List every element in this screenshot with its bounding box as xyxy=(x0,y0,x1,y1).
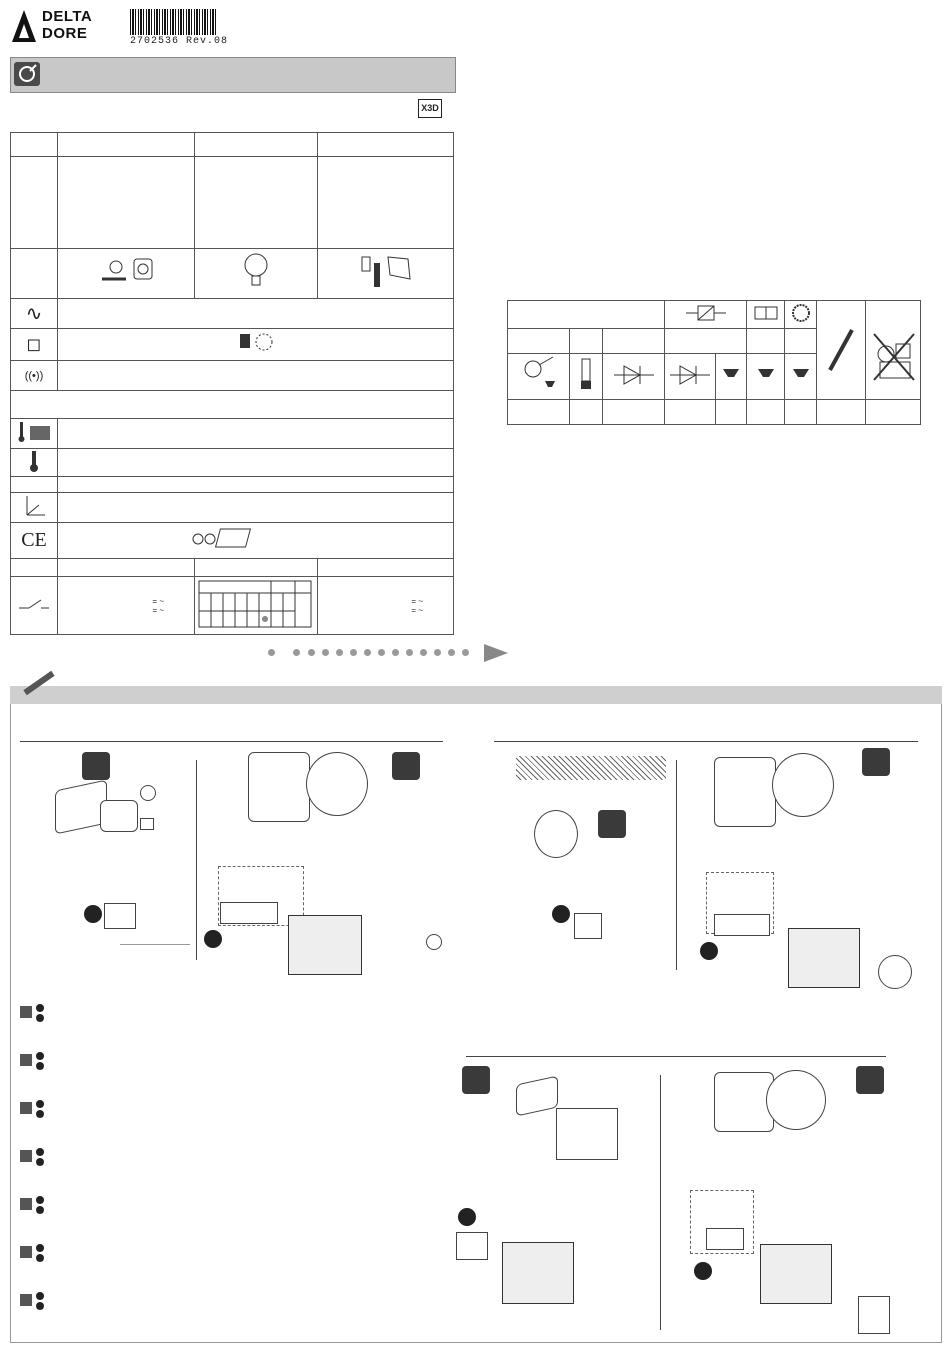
spot-lamp-icon-3 xyxy=(789,363,813,387)
spot-lamp-icon-1 xyxy=(719,363,743,387)
step-badge-3 xyxy=(552,905,570,923)
acdc-label-2: = ~ xyxy=(152,605,164,615)
wall-plate-icon-2 xyxy=(714,757,776,827)
step-badge-1 xyxy=(84,905,102,923)
delta-dore-logo-icon xyxy=(10,8,38,44)
step-marker-3 xyxy=(20,1102,32,1114)
relay-box-icon xyxy=(140,818,154,830)
brand-logo xyxy=(42,8,92,42)
bulb-icon-large xyxy=(878,955,912,989)
shutter-panel-icon xyxy=(556,1108,618,1160)
control-module-3 xyxy=(502,1242,574,1304)
control-module-4 xyxy=(760,1244,832,1304)
sensor-module-icon-2 xyxy=(392,752,420,780)
step-marker-6 xyxy=(20,1246,32,1258)
storage-temperature-icon xyxy=(14,420,54,444)
class2-icon: ◻ xyxy=(11,329,58,361)
step-badge-5 xyxy=(458,1208,476,1226)
terminal-block-2 xyxy=(220,902,278,924)
led-icon-2 xyxy=(670,360,710,390)
step-marker-4 xyxy=(20,1150,32,1162)
acdc-label-1: = ~ xyxy=(152,596,164,606)
cfl-bulb-icon xyxy=(576,355,596,395)
brand-line-1: DELTA xyxy=(42,8,93,25)
step-marker-5 xyxy=(20,1198,32,1210)
control-module-1 xyxy=(288,915,362,975)
step-marker-2 xyxy=(20,1054,32,1066)
step-badge-2 xyxy=(204,930,222,948)
sensor-module-icon-4 xyxy=(862,748,890,776)
sensor-module-icon-6 xyxy=(856,1066,884,1094)
step-marker-7 xyxy=(20,1294,32,1306)
ce-mark-icon: CE xyxy=(11,523,58,559)
load-compatibility-table xyxy=(507,300,921,425)
page-continuation-arrow xyxy=(10,643,510,663)
document-reference: 2702536 Rev.08 xyxy=(130,36,229,47)
pendant-bulb-icon xyxy=(534,810,578,858)
ferromagnetic-transformer-icon xyxy=(751,303,781,323)
sensor-module-icon-5 xyxy=(462,1066,490,1094)
ceiling-box-icon xyxy=(306,752,368,816)
thermometer-icon xyxy=(27,449,41,473)
toroidal-transformer-icon xyxy=(790,302,812,324)
x3d-badge: X3D xyxy=(418,99,442,118)
section-header-bar xyxy=(10,57,456,93)
terminal-block-6 xyxy=(706,1228,744,1250)
fan-icon xyxy=(100,800,138,832)
sensor-icon xyxy=(14,62,40,86)
load-grid-icon xyxy=(195,577,315,629)
ceiling-box-icon-2 xyxy=(772,753,834,817)
terminal-block-5 xyxy=(456,1232,488,1260)
installation-header-bar xyxy=(10,686,942,704)
terminal-block-1 xyxy=(104,903,136,929)
terminal-block-3 xyxy=(574,913,602,939)
switch-contact-icon xyxy=(17,594,51,614)
sensor-module-icon-3 xyxy=(598,810,626,838)
transformer-icon xyxy=(686,303,726,323)
ac-icon: ∿ xyxy=(11,299,58,329)
bulb-icon-small xyxy=(140,785,156,801)
barcode xyxy=(130,9,216,35)
fan-light-icon xyxy=(86,249,166,293)
fluorescent-tube-icon xyxy=(826,324,856,374)
terminal-block-4 xyxy=(714,914,770,936)
documentation-icon xyxy=(118,523,278,553)
load-type-cell xyxy=(58,249,195,299)
round-plate-icon xyxy=(714,1072,774,1132)
ceiling-hatch xyxy=(516,756,666,780)
halogen-bulb-icon xyxy=(519,355,559,395)
radio-icon: ((•)) xyxy=(11,361,58,391)
specification-table xyxy=(10,132,454,635)
acdc-label-3: = ~ xyxy=(411,596,423,606)
shutter-panel-icon-2 xyxy=(858,1296,890,1334)
bulb-icon xyxy=(241,249,271,293)
dimensions-icon xyxy=(19,493,49,519)
module-mount-icon xyxy=(236,332,276,352)
spot-lamp-icon-2 xyxy=(754,363,778,387)
brand-line-2: DORE xyxy=(42,25,88,42)
ceiling-box-icon-3 xyxy=(766,1070,826,1130)
not-compatible-icon xyxy=(870,314,916,384)
step-badge-6 xyxy=(694,1262,712,1280)
led-icon-1 xyxy=(614,360,654,390)
step-badge-4 xyxy=(700,942,718,960)
control-module-2 xyxy=(788,928,860,988)
step-marker-1 xyxy=(20,1006,32,1018)
acdc-label-4: = ~ xyxy=(411,605,423,615)
shutter-icon xyxy=(346,249,426,293)
bulb-icon-small-2 xyxy=(426,934,442,950)
sensor-module-icon xyxy=(82,752,110,780)
wall-plate-icon xyxy=(248,752,310,822)
